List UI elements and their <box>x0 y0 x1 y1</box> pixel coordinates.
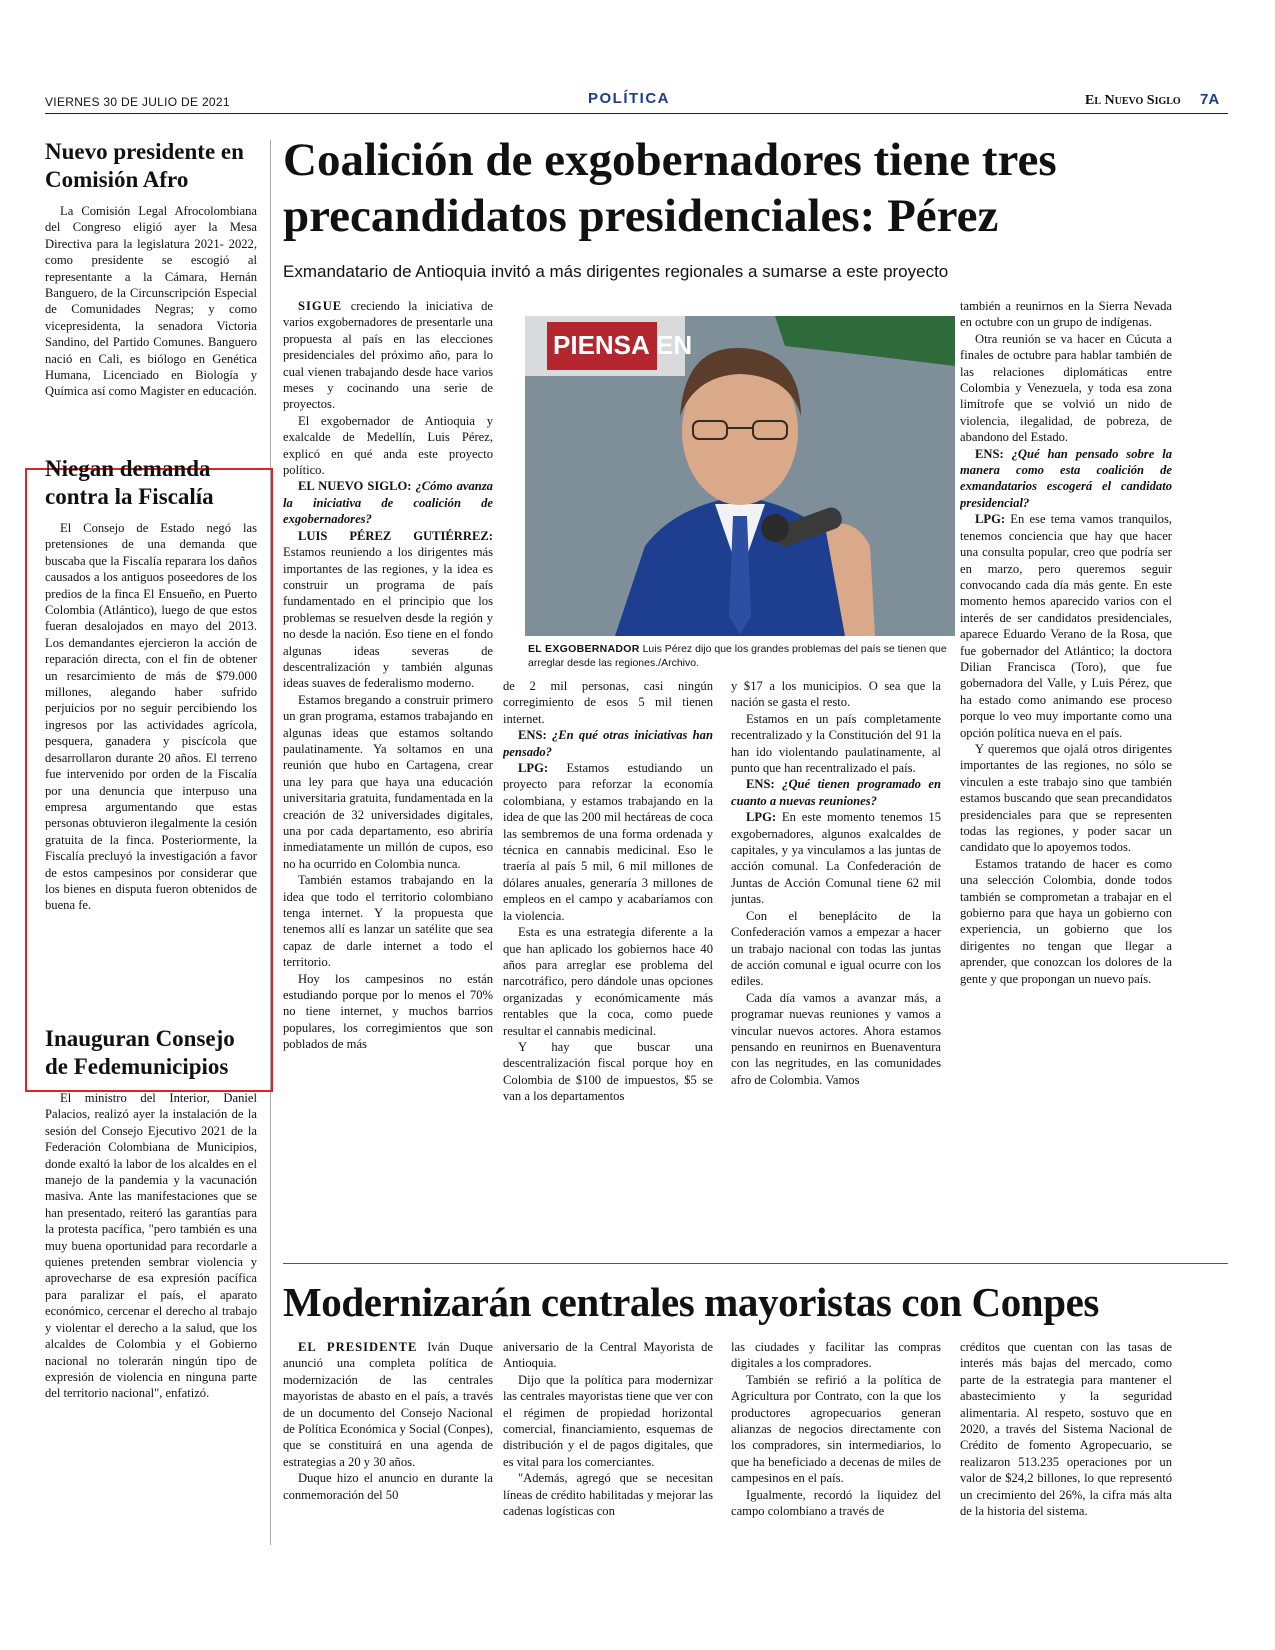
brief-afro <box>45 138 257 400</box>
paragraph: "Además, agregó que se necesitan líneas de crédito habilitadas y mejorar las cadenas logísticas con <box>503 1471 713 1519</box>
article2-headline: Modernizarán centrales mayoristas con Conpes <box>283 1279 1099 1325</box>
paragraph: las ciudades y facilitar las compras digitales a los compradores. <box>731 1340 941 1371</box>
article2-column-2 <box>503 1339 713 1551</box>
paragraph: Otra reunión se va hacer en Cúcuta a finales de octubre para hablar también de las relaciones diplomáticas entre Colombia y Venezuela, y toda esa zona limítrofe que se volvió un nido de violencia, ilegalidad, de pobreza, de abandono del Estado. <box>960 331 1172 445</box>
article1-column-1 <box>283 298 493 1186</box>
lead-word: EL PRESIDENTE <box>298 1340 418 1354</box>
photo-caption <box>528 642 953 670</box>
brief-body <box>45 203 257 400</box>
paragraph: Igualmente, recordó la liquidez del campo colombiano a través de <box>731 1487 941 1519</box>
paragraph: también a reunirnos en la Sierra Nevada en octubre con un grupo de indígenas. <box>960 299 1172 330</box>
brief-paragraph: El ministro del Interior, Daniel Palacios, realizó ayer la instalación de la sesión del Consejo Ejecutivo 2021 de la Federación Colombiana de Municipios, donde exaltó la labor de los alcaldes en el manejo de la pandemia y la vacunación masiva. Ante las manifestaciones que se han presentado, reiteró las garantías para la protesta pacífica, "pero también es una muy buena oportunidad para recordarle a quienes pretenden sembrar violencia y aprovecharse de esa expresión pacífica para paralizar el país, el aparato económico, cercenar el derecho al trabajo y violentar el derecho a la salud, que los alcaldes de Colombia y el Gobierno nacional no tolerarán ningún tipo de expresión de violencia en ninguna parte del territorio nacional", enfatizó. <box>45 1091 257 1401</box>
article1-column-3 <box>731 678 941 1186</box>
paragraph: Duque hizo el anuncio en durante la conmemoración del 50 <box>283 1471 493 1502</box>
paragraph: También estamos trabajando en la idea que todo el territorio colombiano tenga internet. Y la propuesta que tenemos allí es lanzar un satélite que sea capaz de darle internet a todo el territorio. <box>283 873 493 970</box>
section-name: POLÍTICA <box>588 90 670 107</box>
answer-text: En este momento tenemos 15 exgobernadores, algunos exalcaldes de capitales, y ya vinculamos a las juntas de acción comunal. La Confederación de Juntas de Acción Comunal tiene 62 mil juntas. <box>731 810 941 907</box>
paragraph: Estamos tratando de hacer es como una selección Colombia, donde todos también se comprometan a trabajar en el gobierno para que haya un gobierno con experiencia, un gobierno que los dirigentes no tengan que llegar a aprender, que conozcan los dolores de la gente y que propongan un nuevo país. <box>960 856 1172 986</box>
brief-title: Niegan demanda contra la Fiscalía <box>45 456 214 509</box>
paragraph: aniversario de la Central Mayorista de Antioquia. <box>503 1340 713 1371</box>
article2-column-3 <box>731 1339 941 1551</box>
paragraph: Dijo que la política para modernizar las centrales mayoristas tiene que ver con el régimen de propiedad horizontal comercial, financiamiento, esquemas de distribución y el de pagos digitales, que es vital para los comerciantes. <box>503 1372 713 1469</box>
interviewee-label: LUIS PÉREZ GUTIÉRREZ: <box>298 528 493 543</box>
brief-paragraph: La Comisión Legal Afrocolombiana del Congreso eligió ayer la Mesa Directiva para la legislatura 2021- 2022, como presidente se escogió al representante a la Cámara, Hernán Banguero, de la Circunscripción Especial de Comunidades Negras; y como vicepresidenta, la senadora Victoria Sandino, del Partido Comunes. Banguero nació en Cali, es biólogo en Genética Humana, Licenciado en Biología y Química así como Magister en educación. <box>45 204 257 399</box>
question-text: ¿Cómo avanza la iniciativa de coalición de exgobernadores? <box>283 479 493 527</box>
header-rule <box>45 113 1228 114</box>
paragraph: Estamos bregando a construir primero un gran programa, estamos trabajando en algunas ideas que estamos soltando paulatinamente. Ya soltamos en una reunión que hubo en Cartagena, crear una ley para que haya una educación universitaria gratuita, fundamentada en la creación de 32 universidades digitales, una por cada departamento, eso abriría inmediatamente un millón de cupos, eso no ha ocurrido en Colombia nunca. <box>283 692 493 871</box>
brief-paragraph: El Consejo de Estado negó las pretensiones de una demanda que buscaba que la Fiscalía reparara los daños causados a los antiguos poseedores de los predios de la finca El Ensueño, en Puerto Colombia (Atlántico), luego de que estos fueran desalojados en mayo del 2013. Los demandantes ejercieron la acción de reparación directa, con el fin de obtener un resarcimiento de más de $79.000 millones, alegando haber sufrido perjuicios por no seguir percibiendo los ingresos por las actividades agrícola, pesquera, ganadera y piscícola que desarrollaron durante 20 años. El terreno fue intervenido por orden de la Fiscalía por una denuncia que interpuso una empresa argumentando que estas personas obtuvieron ilegalmente la cesión gratuita de la finca. Posteriormente, la Fiscalía precluyó la investigación a favor de estos campesinos por considerar que los bienes en disputa fueron obtenidos de buena fe. <box>45 521 257 913</box>
paragraph: Cada día vamos a avanzar más, a programar nuevas reuniones y vamos a vincular nuevos actores. Ahora estamos pensando en reunirnos en Buenaventura con las negritudes, en las comunidades afro de Colombia. Vamos <box>731 990 941 1087</box>
photo-banner-text: PIENSA EN <box>553 330 693 360</box>
paragraph: Hoy los campesinos no están estudiando porque por lo menos el 70% no tiene internet, y muchos barrios populares, los corregimientos que son poblados de más <box>283 971 493 1052</box>
brief-fiscalia <box>45 455 257 914</box>
paragraph: El exgobernador de Antioquia y exalcalde de Medellín, Luis Pérez, explicó en qué anda este proyecto político. <box>283 413 493 478</box>
article-separator <box>283 1263 1228 1264</box>
edition-date: VIERNES 30 DE JULIO DE 2021 <box>45 95 230 109</box>
portrait-illustration <box>525 316 955 636</box>
answer-text: Estamos reuniendo a los dirigentes más importantes de las regiones, y la idea es construir un programa de país fundamentado en el principio que los problemas se resuelven desde la región y no desde la nación. Eso tiene en el fondo algunas ideas severas de descentralización y también algunas ideas suaves de federalismo moderno. <box>283 545 493 691</box>
paragraph: y $17 a los municipios. O sea que la nación se gasta el resto. <box>731 679 941 710</box>
question-text: ¿En qué otras iniciativas han pensado? <box>503 728 713 759</box>
interviewer-label: ENS: <box>746 777 775 792</box>
interviewer-label: ENS: <box>975 446 1004 461</box>
interviewer-label: EL NUEVO SIGLO: <box>298 479 412 494</box>
brief-body <box>45 520 257 914</box>
paragraph: Con el beneplácito de la Confederación vamos a empezar a hacer un trabajo nacional con todas las juntas de acción comunal e igual ocurre con los ediles. <box>731 908 941 989</box>
paragraph: También se refirió a la política de Agricultura por Contrato, con la que los productores agropecuarios generan alianzas de negocios directamente con los compradores, sin intermediarios, lo que ha beneficiado a decenas de miles de campesinos en el país. <box>731 1372 941 1486</box>
paragraph: Y hay que buscar una descentralización fiscal porque hoy en Colombia de $100 de impuestos, $5 se van a los departamentos <box>503 1039 713 1104</box>
paragraph: Iván Duque anunció una completa política de modernización de las centrales mayoristas de abasto en el país, a través de un documento del Consejo Nacional de Política Económica y Social (Conpes), que se constituirá en una agenda de estrategias a 20 y 30 años. <box>283 1340 493 1469</box>
paragraph: Esta es una estrategia diferente a la que han aplicado los gobiernos hace 40 años para arreglar ese problema del narcotráfico, pero dándole unas opciones organizadas y económicamente más rentables que la coca, como puede resultar el cannabis medicinal. <box>503 925 713 1038</box>
article2-column-4 <box>960 1339 1172 1551</box>
answer-text: Estamos estudiando un proyecto para reforzar la economía colombiana, y estamos trabajando en la idea de que las 200 mil hectáreas de coca las sembremos de una forma ordenada y técnica en cannabis medicinal. Eso le traería al país 5 mil, 6 mil millones de dólares anuales, generaría 3 millones de empleos en el campo y acabaríamos con la violencia. <box>503 761 713 923</box>
interviewer-label: ENS: <box>518 728 547 743</box>
interviewee-label: LPG: <box>975 512 1006 527</box>
article-subtitle: Exmandatario de Antioquia invitó a más dirigentes regionales a sumarse a este proyecto <box>283 262 949 281</box>
brief-title: Nuevo presidente en Comisión Afro <box>45 139 244 192</box>
question-text: ¿Qué tienen programado en cuanto a nuevas reuniones? <box>731 777 941 808</box>
brief-body <box>45 1090 257 1402</box>
article2-column-1 <box>283 1339 493 1551</box>
article-photo <box>525 316 955 636</box>
caption-text: Luis Pérez dijo que los grandes problemas del país se tienen que arreglar desde las regiones./Archivo. <box>528 643 947 669</box>
interviewee-label: LPG: <box>518 761 549 776</box>
article1-column-2 <box>503 678 713 1186</box>
newspaper-name: El Nuevo Siglo <box>1085 93 1181 108</box>
brief-title: Inauguran Consejo de Fedemunicipios <box>45 1026 235 1079</box>
paragraph: creciendo la iniciativa de varios exgobernadores de presentarle una propuesta al país en las elecciones presidenciales del próximo año, para lo cual vienen trabajando desde hace varios meses y cocinando una serie de proyectos. <box>283 299 493 412</box>
interviewee-label: LPG: <box>746 810 777 825</box>
paragraph: de 2 mil personas, casi ningún corregimiento de esos 5 mil tienen internet. <box>503 679 713 726</box>
paragraph: Y queremos que ojalá otros dirigentes importantes de las regiones, no sólo se vinculen a este trabajo sino que también estamos buscando que sean precandidatos presidenciales para que se representen todas las regiones, y poder sacar un candidato que lo apoyemos todos. <box>960 741 1172 855</box>
lead-word: SIGUE <box>298 299 343 313</box>
paragraph: Estamos en un país completamente recentralizado y la Constitución del 91 la han ido violentando paulatinamente, al punto que han recentralizado el país. <box>731 711 941 776</box>
answer-text: En ese tema vamos tranquilos, tenemos conciencia que hay que hacer una consulta popular, creo que podría ser en marzo, pero queremos seguir convocando cada día más gente. En este momento hemos aparecido varios con el interés de ser candidatos presidenciales, aparece Eduardo Verano de la Rosa, que fue gobernador del Atlántico; la doctora Dilian Francisca (Toro), que fue gobernadora del Valle, y Luis Pérez, que ha estado como animando ese proceso porque lo veo muy importante como una opción política nueva en el país. <box>960 512 1172 740</box>
brief-fedemunicipios <box>45 1025 257 1402</box>
caption-lead: EL EXGOBERNADOR <box>528 643 640 655</box>
article-headline: Coalición de exgobernadores tiene tres precandidatos presidenciales: Pérez <box>283 134 1057 242</box>
paragraph: créditos que cuentan con las tasas de interés más bajas del mercado, como parte de la estrategia para mantener el abastecimiento y la seguridad alimentaria. Al respeto, sostuvo que en 2020, a través del Sistema Nacional de Crédito de fomento Agropecuario, se realizaron 513.235 operaciones por un valor de $24,2 billones, lo que representó un crecimiento del 26%, la cifra más alta de la historia del sistema. <box>960 1340 1172 1519</box>
page-number: 7A <box>1200 91 1220 108</box>
question-text: ¿Qué han pensado sobre la manera como esta coalición de exmandatarios escogerá el candidato presidencial? <box>960 446 1172 510</box>
article1-column-4 <box>960 298 1172 1186</box>
